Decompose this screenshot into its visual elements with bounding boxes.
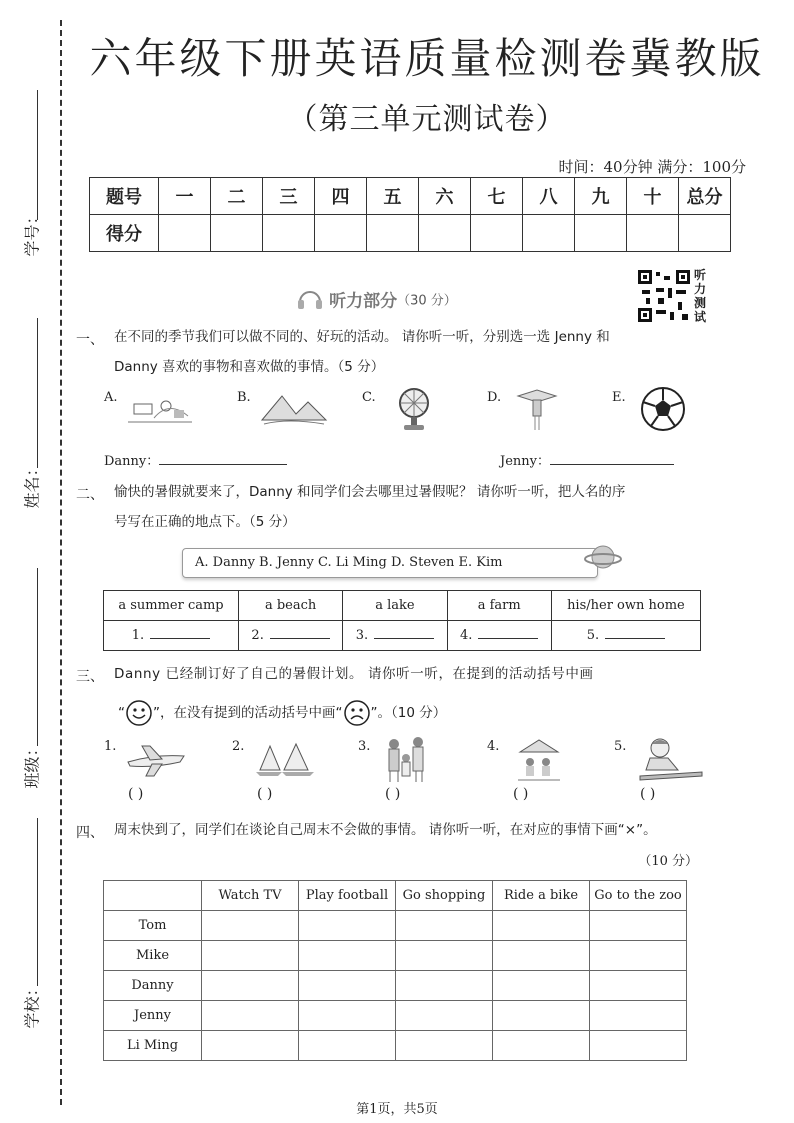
q2-text-2: 号写在正确的地点下。（5 分） [114,514,296,530]
q4-cell[interactable] [202,941,299,971]
q4-cell[interactable] [590,1031,687,1061]
q3-answer-1[interactable]: ( ) [128,786,144,802]
kite-icon [514,386,560,432]
listening-score: （30 分） [397,293,457,309]
time-info: 时间：40分钟 满分：100分 [558,158,746,176]
q1-option-e: E. [612,390,626,405]
q2-text-1: 愉快的暑假就要来了，Danny 和同学们会去哪里过暑假呢？ 请你听一听，把人名的序 [114,484,626,500]
score-header-cell: 总分 [679,178,731,215]
planet-icon [584,540,622,574]
q4-cell[interactable] [202,1031,299,1061]
playground-icon [124,392,196,428]
q4-cell[interactable] [202,911,299,941]
school-label: 学校： [22,980,42,1029]
q3-text-end: ”。（10 分） [370,705,447,721]
reading-boy-icon [638,736,704,782]
blank-cell[interactable]: 2. [238,621,342,651]
q3-item-5: 5. [614,739,627,754]
mountains-icon [258,388,330,428]
q4-cell[interactable] [493,1031,590,1061]
score-header-cell: 四 [315,178,367,215]
score-cell[interactable] [315,215,367,252]
place-cell: a farm [447,591,551,621]
fan-icon [396,386,432,432]
score-row-label: 得分 [90,215,159,252]
q4-cell[interactable] [299,1031,396,1061]
q4-row-label: Jenny [104,1001,202,1031]
q4-cell[interactable] [493,941,590,971]
blank-cell[interactable]: 1. [104,621,239,651]
q4-cell[interactable] [396,941,493,971]
family-icon [380,736,436,784]
q4-cell[interactable] [202,971,299,1001]
smile-face-icon [125,699,153,727]
blank-cell[interactable]: 3. [343,621,447,651]
place-cell: a lake [343,591,447,621]
q4-cell[interactable] [396,971,493,1001]
q4-cell[interactable] [299,911,396,941]
qr-code[interactable] [636,268,692,328]
score-cell[interactable] [575,215,627,252]
page-title: 六年级下册英语质量检测卷冀教版 [89,34,765,83]
score-table [89,177,731,252]
name-line [37,318,38,468]
q4-cell[interactable] [396,1031,493,1061]
airplane-icon [124,740,188,780]
place-cell: a summer camp [104,591,239,621]
listening-title: 听力部分 [329,291,398,312]
danny-label: Danny： [104,454,160,469]
fold-line [60,20,62,1105]
q4-cell[interactable] [299,971,396,1001]
q1-option-d: D. [487,390,502,405]
headphones-icon [296,286,324,312]
score-header-cell: 题号 [90,178,159,215]
q4-row-label: Li Ming [104,1031,202,1061]
q3-item-2: 2. [232,739,245,754]
score-cell[interactable] [263,215,315,252]
score-cell[interactable] [679,215,731,252]
football-icon [640,386,686,432]
score-header-cell: 五 [367,178,419,215]
q4-corner-cell [104,881,202,911]
score-header-cell: 三 [263,178,315,215]
page-footer: 第1页，共5页 [356,1102,438,1117]
q4-cell[interactable] [590,1001,687,1031]
q3-answer-3[interactable]: ( ) [385,786,401,802]
q4-cell[interactable] [396,1001,493,1031]
q4-cell[interactable] [590,911,687,941]
q4-cell[interactable] [590,971,687,1001]
score-header-cell: 六 [419,178,471,215]
q1-danny-blank[interactable] [104,450,287,469]
sad-face-icon [343,699,371,727]
score-cell[interactable] [367,215,419,252]
score-header-cell: 二 [211,178,263,215]
score-cell[interactable] [627,215,679,252]
blank-cell[interactable]: 5. [551,621,700,651]
q4-number: 四、 [76,825,104,841]
q4-cell[interactable] [493,911,590,941]
q4-table [103,880,687,1061]
listening-header [296,286,457,312]
score-header-cell: 七 [471,178,523,215]
q4-cell[interactable] [299,941,396,971]
q2-place-table [103,590,701,651]
q2-name-list: A. Danny B. Jenny C. Li Ming D. Steven E. Kim [182,548,598,578]
q4-column-header: Watch TV [202,881,299,911]
q4-cell[interactable] [493,1001,590,1031]
jenny-label: Jenny： [500,454,550,469]
score-header-cell: 一 [159,178,211,215]
q1-jenny-blank[interactable] [500,450,674,469]
page-subtitle: （第三单元测试卷） [287,102,567,137]
blank-cell[interactable]: 4. [447,621,551,651]
score-header-cell: 十 [627,178,679,215]
sailboats-icon [254,740,318,780]
score-header-cell: 九 [575,178,627,215]
class-label: 班级： [22,740,42,789]
score-cell[interactable] [523,215,575,252]
q3-text-1: Danny 已经制订好了自己的暑假计划。 请你听一听，在提到的活动括号中画 [114,666,594,682]
q1-text-2: Danny 喜欢的事物和喜欢做的事情。（5 分） [114,359,385,375]
q3-text-middle: ”，在没有提到的活动括号中画“ [153,705,343,721]
q1-text-1: 在不同的季节我们可以做不同的、好玩的活动。 请你听一听，分别选一选 Jenny 和 [114,329,610,345]
q4-row-label: Danny [104,971,202,1001]
place-cell: a beach [238,591,342,621]
score-cell[interactable] [419,215,471,252]
q3-item-3: 3. [358,739,371,754]
q4-cell[interactable] [396,911,493,941]
quote-open: “ [118,705,125,721]
score-cell[interactable] [159,215,211,252]
name-label: 姓名： [22,460,42,509]
q4-score: （10 分） [638,854,698,869]
q1-option-c: C. [362,390,376,405]
student-id-line [37,90,38,220]
q3-answer-2[interactable]: ( ) [257,786,273,802]
q4-column-header: Go to the zoo [590,881,687,911]
q1-number: 一、 [76,332,104,348]
q2-number: 二、 [76,487,104,503]
q3-text-2 [118,698,446,728]
q1-option-b: B. [237,390,251,405]
q4-row-label: Mike [104,941,202,971]
q4-cell[interactable] [590,941,687,971]
q4-column-header: Play football [299,881,396,911]
place-cell: his/her own home [551,591,700,621]
q3-item-1: 1. [104,739,117,754]
score-cell[interactable] [211,215,263,252]
q4-row-label: Tom [104,911,202,941]
q3-number: 三、 [76,669,104,685]
score-header-cell: 八 [523,178,575,215]
q4-cell[interactable] [493,971,590,1001]
student-id-label: 学号： [22,208,42,257]
score-cell[interactable] [471,215,523,252]
q4-column-header: Go shopping [396,881,493,911]
q3-answer-4[interactable]: ( ) [513,786,529,802]
school-line [37,818,38,986]
q1-option-a: A. [104,390,118,405]
qr-label: 听力测试 [694,268,707,324]
q3-item-4: 4. [487,739,500,754]
q4-cell[interactable] [202,1001,299,1031]
q4-cell[interactable] [299,1001,396,1031]
q3-answer-5[interactable]: ( ) [640,786,656,802]
class-line [37,568,38,746]
q4-text-1: 周末快到了，同学们在谈论自己周末不会做的事情。 请你听一听，在对应的事情下画“×”。 [114,822,657,838]
q4-column-header: Ride a bike [493,881,590,911]
picnic-icon [514,736,564,784]
